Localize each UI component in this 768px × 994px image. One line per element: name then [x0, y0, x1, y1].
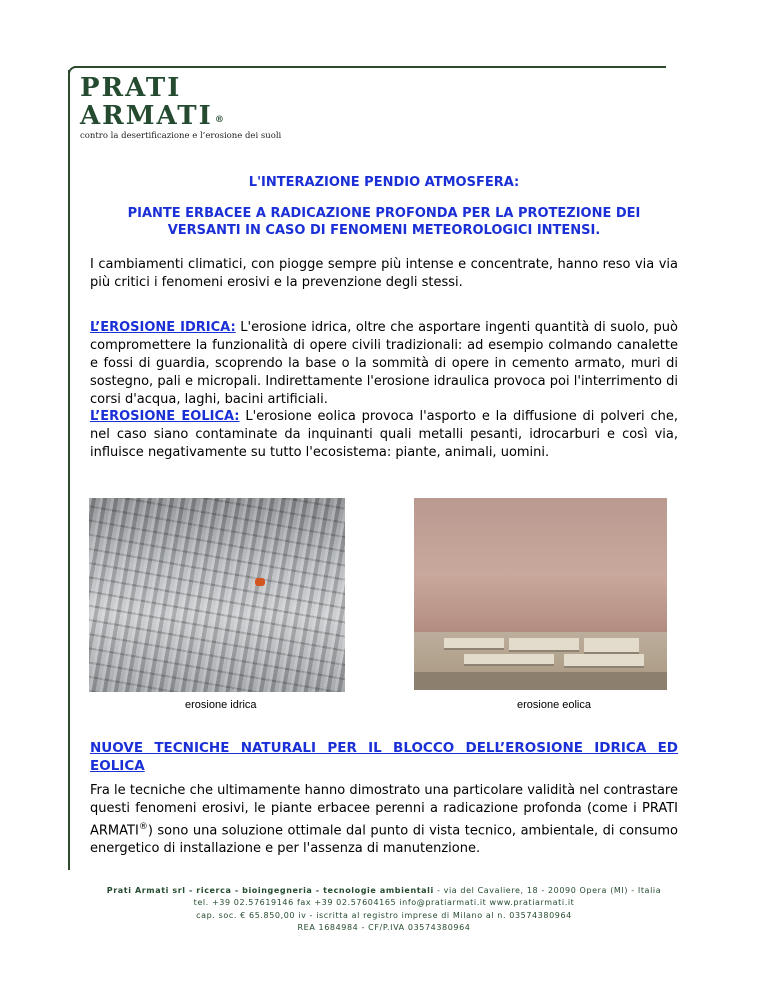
erosione-eolica-photo [414, 498, 667, 690]
section-paragraph [90, 782, 678, 858]
section-text-post: ) sono una soluzione ottimale dal punto di vista tecnico, ambientale, di consumo energetico di installazione e per l'assenza di manutenzione. [90, 823, 678, 857]
photo-building [444, 638, 504, 650]
document-subtitle: PIANTE ERBACEE A RADICAZIONE PROFONDA PER LA PROTEZIONE DEI VERSANTI IN CASO DI FENOMENI METEOROLOGICI INTENSI. [127, 206, 641, 238]
erosione-idrica-paragraph [90, 319, 678, 409]
caption-erosione-eolica: erosione eolica [517, 699, 591, 711]
company-logo [80, 74, 281, 141]
intro-paragraph: I cambiamenti climatici, con piogge sempre più intense e concentrate, hanno reso via via più critici i fenomeni erosivi e la prevenzione degli stessi. [90, 257, 678, 290]
footer-contacts: tel. +39 02.57619146 fax +39 02.57604165 info@pratiarmati.it www.pratiarmati.it [193, 898, 575, 907]
erosione-idrica-heading: L’EROSIONE IDRICA: [90, 320, 236, 335]
caption-erosione-idrica: erosione idrica [185, 699, 257, 711]
erosione-idrica-photo [89, 498, 345, 692]
section-text-pre: Fra le tecniche che ultimamente hanno dimostrato una particolare validità nel contrastare questi fenomeni erosivi, le piante erbacee perenni a radicazione profonda (come i PRATI ARMATI [90, 783, 678, 839]
footer-rea: REA 1684984 - CF/P.IVA 03574380964 [297, 923, 471, 932]
footer-company: Prati Armati srl - ricerca - bioingegneria - tecnologie ambientali [106, 886, 434, 895]
logo-tagline: contro la desertificazione e l’erosione dei suoli [80, 131, 282, 141]
registered-mark: ® [138, 822, 148, 832]
document-title: L'INTERAZIONE PENDIO ATMOSFERA: [248, 175, 520, 190]
erosione-idrica-text: L'erosione idrica, oltre che asportare ingenti quantità di suolo, può compromettere la funzionalità di opere civili tradizionali: ad esempio colmando canalette e fossi di guardia, scoprendo la base o la sommità di opere in cemento armato, muri di sostegno, pali e micropali. Indirettamente l'erosione idraulica provoca poi l'interrimento di corsi d'acqua, laghi, bacini artificiali. [90, 320, 678, 407]
frame-left-line [68, 70, 70, 870]
erosione-eolica-paragraph [90, 408, 678, 462]
logo-line1: PRATI [80, 73, 182, 103]
frame-top-line [74, 66, 666, 68]
erosione-eolica-text: L'erosione eolica provoca l'asporto e la diffusione di polveri che, nel caso siano contaminate da inquinanti quali metalli pesanti, idrocarburi e così via, influisce negativamente su tutto l'ecosistema: piante, animali, uomini. [90, 409, 678, 460]
footer-registry: cap. soc. € 65.850,00 iv - iscritta al registro imprese di Milano al n. 03574380964 [196, 911, 572, 920]
photo-building [584, 638, 639, 654]
photo-road [414, 672, 667, 690]
logo-registered-mark: ® [214, 115, 224, 125]
footer-address: - via del Cavaliere, 18 - 20090 Opera (MI) - Italia [433, 886, 662, 895]
section-heading: NUOVE TECNICHE NATURALI PER IL BLOCCO DELL’EROSIONE IDRICA ED EOLICA [90, 740, 678, 774]
photo-building [464, 654, 554, 666]
footer-company-line [0, 885, 768, 897]
photo-building [509, 638, 579, 652]
photo-marker [255, 578, 265, 586]
logo-line2-text: ARMATI [80, 101, 213, 131]
photo-building [564, 654, 644, 668]
logo-line2 [80, 102, 281, 130]
erosione-eolica-heading: L’EROSIONE EOLICA: [90, 409, 240, 424]
